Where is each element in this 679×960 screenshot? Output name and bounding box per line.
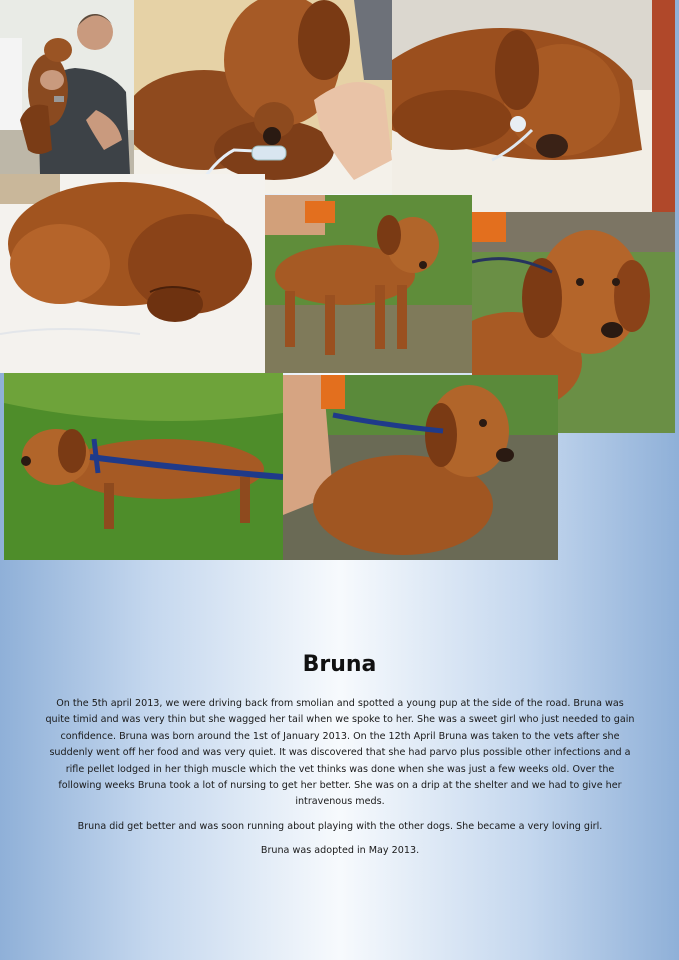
story-text [44, 696, 636, 868]
puppy-standing-grass-photo [265, 195, 472, 373]
puppy-lying-drip-photo [392, 0, 675, 212]
story-paragraph-1: On the 5th april 2013, we were driving back from smolian and spotted a young pup at the side of the road. Bruna was quite timid and was very thin but she wagged her tail when we spoke to her. She was a sweet girl who just needed to gain confidence. Bruna was born around the 1st of January 2013. On the 12th April Bruna was taken to the vets after she suddenly went off her food and was very quiet. It was discovered that she had parvo plus possible other infections and a rifle pellet lodged in her thigh muscle which the vet thinks was done when she was just a few weeks old. Over the following weeks Bruna took a lot of nursing to get her better. She was on a drip at the shelter and we had to give her intravenous meds. [45, 698, 635, 808]
puppy-curled-up-photo [0, 174, 265, 373]
story-paragraph-2: Bruna did get better and was soon running about playing with the other dogs. She became a very loving girl. [77, 820, 603, 832]
story-paragraph-3: Bruna was adopted in May 2013. [260, 845, 420, 857]
puppy-on-lead-grass-photo [4, 373, 283, 560]
page-title: Bruna [302, 652, 377, 677]
man-holding-puppy-photo [0, 0, 134, 174]
puppy-on-drip-hand-photo [134, 0, 392, 194]
puppy-on-lead-sitting-photo [283, 375, 558, 560]
